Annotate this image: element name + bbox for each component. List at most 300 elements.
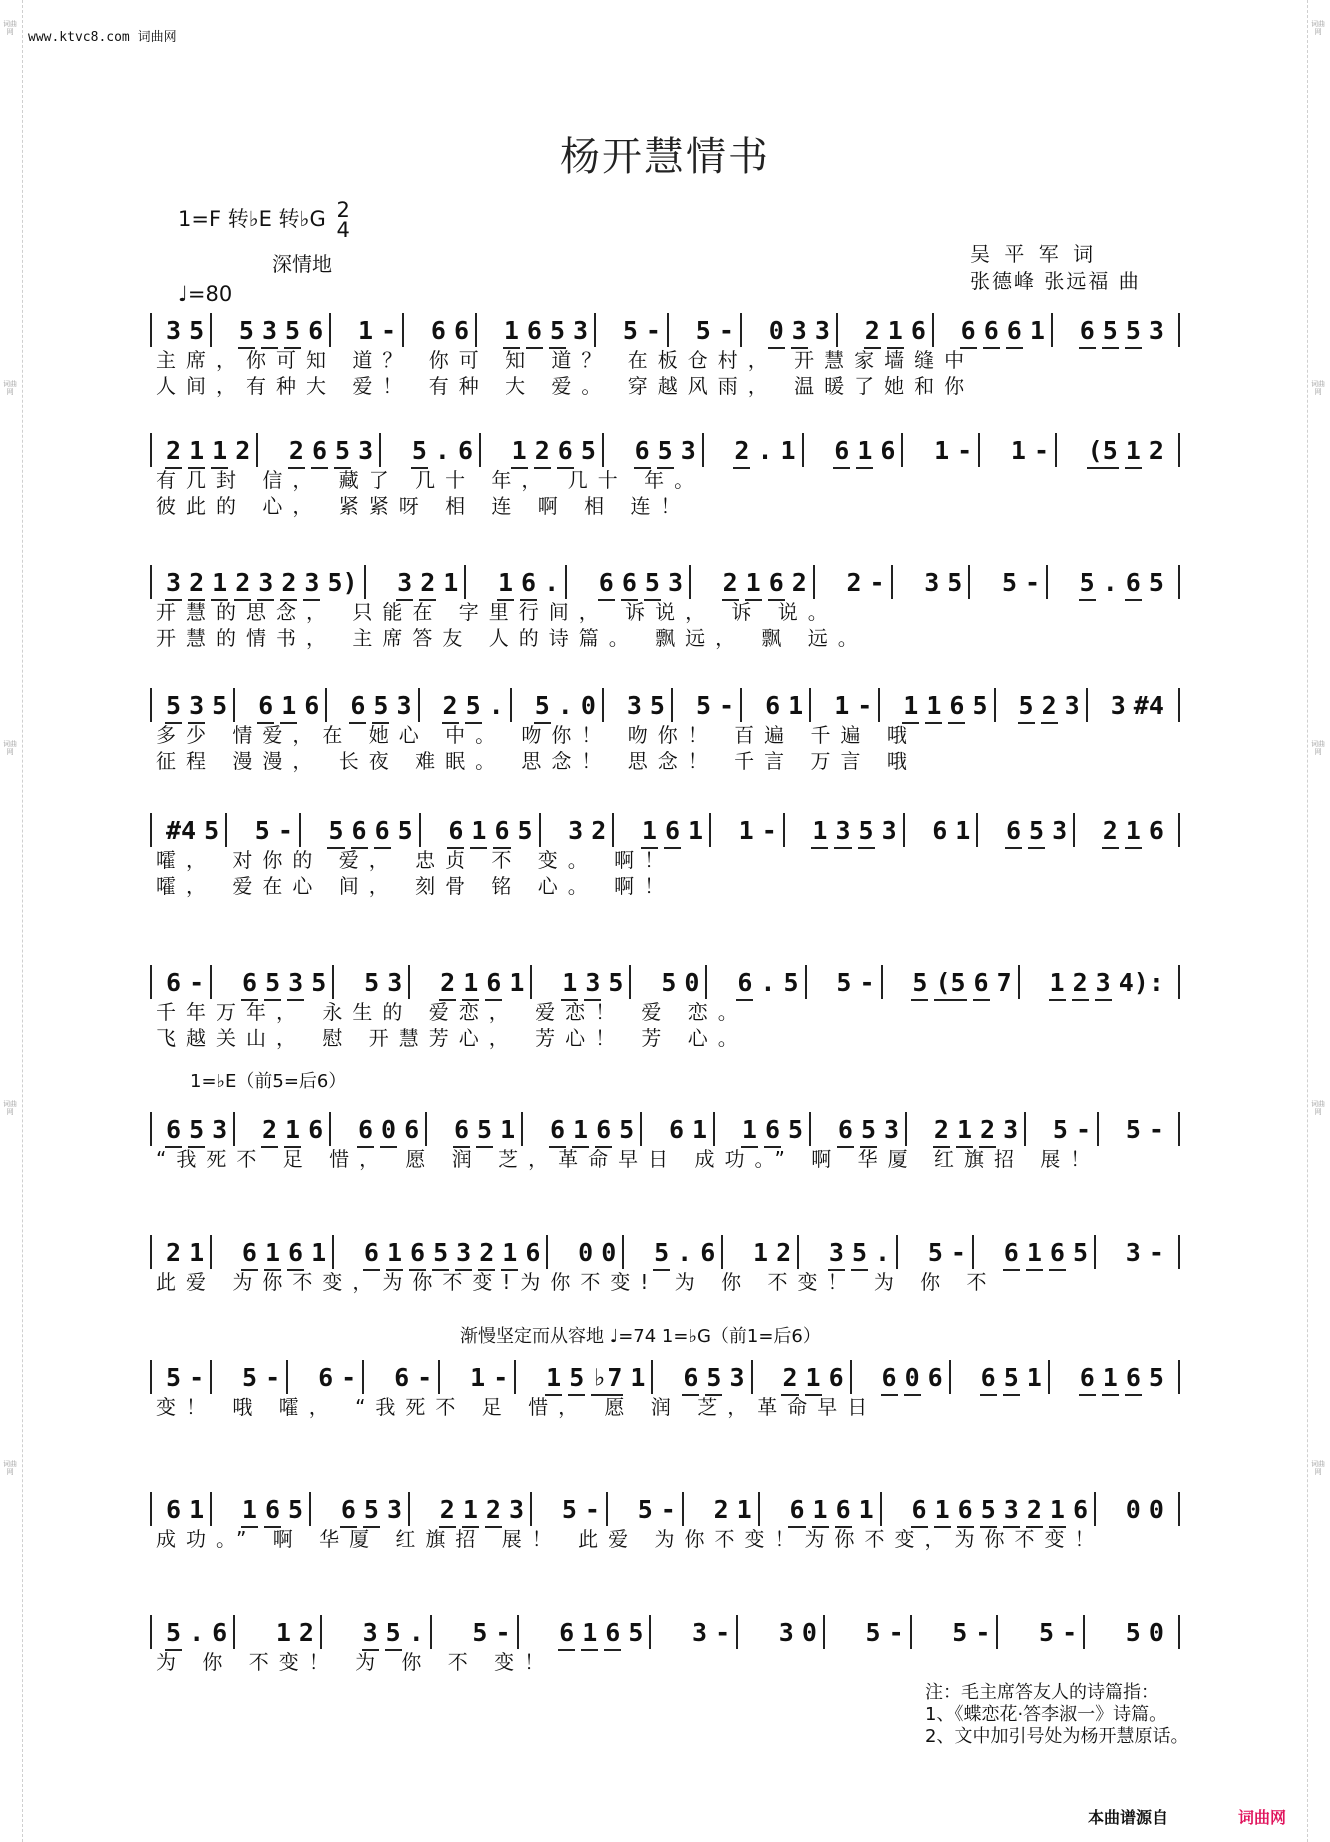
- note: 2: [864, 315, 880, 345]
- note: -: [1025, 567, 1041, 597]
- note: 3: [166, 567, 182, 597]
- note: 5: [1003, 1362, 1019, 1392]
- note: 6: [526, 315, 542, 345]
- note: 5: [836, 967, 852, 997]
- note: 2: [235, 567, 251, 597]
- note: 1: [386, 1237, 403, 1267]
- note: 6: [340, 1494, 356, 1524]
- note: #4: [1133, 690, 1164, 720]
- measure: [773, 1615, 825, 1649]
- note: 5: [212, 690, 228, 720]
- note: 6: [737, 967, 753, 997]
- note: 6: [1125, 1362, 1141, 1392]
- note: 3: [288, 967, 304, 997]
- measure: [1000, 813, 1075, 847]
- composer-credit: 张德峰 张远福 曲: [970, 269, 1141, 293]
- measure: [556, 965, 631, 999]
- measure: [160, 1492, 212, 1526]
- measure: [498, 313, 596, 347]
- note: 5: [980, 1494, 996, 1524]
- note: 6: [835, 1494, 851, 1524]
- note: 1: [812, 815, 828, 845]
- note: 5: [285, 315, 301, 345]
- key-change-label: 1=♭E（前5=后6）: [190, 1071, 347, 1092]
- note: 2: [980, 1114, 996, 1144]
- note: 5: [534, 690, 550, 720]
- note: 1: [471, 815, 487, 845]
- note: 5: [189, 315, 205, 345]
- measure: [391, 565, 466, 599]
- note: 5: [644, 567, 660, 597]
- note: 1: [189, 1237, 205, 1267]
- note: 5: [1148, 1362, 1164, 1392]
- note: 5: [328, 815, 344, 845]
- measure: [1013, 688, 1088, 722]
- lyric-line: 此爱 为你不变，为你不变!为你不变! 为 你 不变！ 为 你 不: [156, 1270, 997, 1294]
- watermark-text: 词曲网: [1311, 380, 1325, 396]
- note: 1: [641, 815, 657, 845]
- note: 6: [1049, 1237, 1065, 1267]
- note: 5: [912, 967, 928, 997]
- measure: [922, 1235, 974, 1269]
- score-row: [150, 313, 1180, 399]
- measure: [636, 813, 711, 847]
- lyric-line: 有几封 信， 藏了 几十 年， 几十 年。: [156, 468, 705, 492]
- note: 5): [327, 567, 358, 597]
- lyric-line: 开慧的思念， 只能在 字里行间， 诉说， 诉 说。: [156, 600, 838, 624]
- right-watermark-strip: [1307, 0, 1330, 1842]
- note: 6: [700, 1237, 716, 1267]
- measure: [160, 813, 227, 847]
- note: -: [341, 1362, 357, 1392]
- measure: [759, 688, 811, 722]
- note: 1: [212, 435, 228, 465]
- note: 3: [568, 815, 584, 845]
- measure: [556, 1492, 608, 1526]
- note: 2: [1072, 967, 1088, 997]
- note: 6: [1005, 815, 1022, 845]
- measure: [747, 1235, 799, 1269]
- note: 1: [212, 567, 228, 597]
- note: 6: [350, 690, 366, 720]
- measure: [270, 1615, 322, 1649]
- measure: [859, 313, 934, 347]
- note: 3: [362, 1617, 378, 1647]
- note: 0: [578, 1237, 594, 1267]
- expression-mark: 深情地: [272, 252, 332, 276]
- note: 6: [453, 315, 470, 345]
- note: 6: [980, 1362, 996, 1392]
- note: 3: [396, 690, 412, 720]
- note: -: [493, 1362, 509, 1392]
- measure: [160, 433, 258, 467]
- measure: [686, 1615, 738, 1649]
- note: 6: [486, 967, 502, 997]
- note: 1: [463, 967, 479, 997]
- note: 1: [1102, 1362, 1118, 1392]
- note: 2: [1148, 435, 1164, 465]
- measure: [1074, 313, 1170, 347]
- notation-line: [150, 313, 1180, 347]
- note: 5: [477, 1114, 493, 1144]
- note: 5: [628, 1617, 644, 1647]
- note: 2: [782, 1362, 798, 1392]
- note: 1: [1125, 435, 1141, 465]
- measure: [160, 1615, 235, 1649]
- measure: [731, 965, 806, 999]
- watermark-text: 词曲网: [3, 380, 17, 396]
- note: 3: [261, 315, 278, 345]
- lyric-line: 多少 情爱，在 她心 中。 吻你！ 吻你！ 百遍 千遍 哦: [156, 723, 917, 747]
- note: 6: [768, 567, 784, 597]
- note: 5: [654, 1237, 670, 1267]
- measure: [335, 1492, 410, 1526]
- note: 6: [1006, 315, 1022, 345]
- note: 1: [1029, 315, 1045, 345]
- note: 1: [903, 690, 919, 720]
- measure: [434, 965, 532, 999]
- note: 1: [926, 690, 942, 720]
- note: 6: [557, 435, 573, 465]
- measure: [828, 688, 880, 722]
- note: 1: [788, 690, 804, 720]
- note: 3: [778, 1617, 794, 1647]
- measure: [236, 1360, 288, 1394]
- note: 5: [783, 967, 799, 997]
- note: 3: [585, 967, 601, 997]
- note: 1: [956, 1114, 972, 1144]
- note: 6: [521, 567, 537, 597]
- measure: [1033, 1615, 1085, 1649]
- note: 5: [166, 1617, 182, 1647]
- measure: [1047, 1112, 1099, 1146]
- measure: [160, 565, 366, 599]
- note: 2: [776, 1237, 792, 1267]
- note: 3: [387, 967, 403, 997]
- note: 5: [569, 1362, 585, 1392]
- note: 5: [1125, 1617, 1141, 1647]
- note: 5: [619, 1114, 635, 1144]
- measure: [540, 1360, 653, 1394]
- note: 3: [386, 1494, 403, 1524]
- note: 5: [661, 967, 677, 997]
- note: 5: [858, 815, 874, 845]
- note: .: [757, 435, 773, 465]
- brand-link[interactable]: 词曲网: [1238, 1808, 1287, 1827]
- note: 6: [288, 1237, 304, 1267]
- measure: [860, 1615, 912, 1649]
- measure: [358, 965, 410, 999]
- watermark-text: 词曲网: [3, 1100, 17, 1116]
- measure: [828, 433, 903, 467]
- note: 1: [546, 1362, 562, 1392]
- note: 2: [791, 567, 807, 597]
- note: -: [417, 1362, 433, 1392]
- note: .: [544, 567, 560, 597]
- measure: [1120, 1615, 1170, 1649]
- measure: [1105, 688, 1170, 722]
- notation-line: [150, 1492, 1180, 1526]
- measure: [1097, 813, 1170, 847]
- note: 3: [1148, 315, 1164, 345]
- note: 1: [955, 815, 971, 845]
- measure: [906, 1492, 1097, 1526]
- note: 2: [166, 435, 182, 465]
- note: 6: [1079, 315, 1095, 345]
- measure: [1120, 1492, 1170, 1526]
- watermark-text: 词曲网: [3, 1460, 17, 1476]
- notation-line: [150, 1615, 1180, 1649]
- note: 1: [780, 435, 796, 465]
- note: 6: [457, 435, 473, 465]
- lyric-line: 千年万年， 永生的 爱恋， 爱恋！ 爱 恋。: [156, 1000, 748, 1024]
- note: 5: [335, 435, 351, 465]
- note: 6: [404, 1114, 420, 1144]
- note: 3: [729, 1362, 745, 1392]
- note: 1: [502, 1237, 518, 1267]
- note: 1: [1026, 1237, 1042, 1267]
- note: 3: [1003, 1114, 1019, 1144]
- note: -: [645, 315, 661, 345]
- note: 5: [1102, 315, 1118, 345]
- note: 3: [692, 1617, 708, 1647]
- note: 3: [667, 567, 683, 597]
- measure: [955, 313, 1053, 347]
- note: 5: [397, 815, 413, 845]
- note: -: [719, 690, 735, 720]
- score-row: [150, 1235, 1180, 1295]
- watermark-text: 词曲网: [1311, 1100, 1325, 1116]
- note: 6: [304, 690, 320, 720]
- note: 5: [549, 315, 565, 345]
- note: 5: [788, 1114, 804, 1144]
- note: 1: [805, 1362, 821, 1392]
- measure: [466, 1615, 518, 1649]
- measure: [442, 813, 540, 847]
- measure: [236, 1235, 334, 1269]
- time-signature: [336, 200, 349, 240]
- note: -: [1148, 1237, 1164, 1267]
- footnote-1: 1、《蝶恋花·答李淑一》诗篇。: [925, 1704, 1168, 1725]
- note: 6: [357, 1114, 374, 1144]
- note: -: [950, 1237, 966, 1267]
- note: 6: [494, 815, 510, 845]
- note: 5: [561, 1494, 577, 1524]
- note: 6: [525, 1237, 541, 1267]
- note: 5: [580, 435, 596, 465]
- note: 5: [622, 315, 638, 345]
- note: 6: [374, 815, 390, 845]
- note: -: [761, 815, 777, 845]
- note: 1: [281, 690, 297, 720]
- note: ♭7: [592, 1362, 623, 1392]
- note: -: [859, 967, 875, 997]
- note: 5: [189, 1114, 205, 1144]
- note: 6: [318, 1362, 334, 1392]
- note: 3: [814, 315, 830, 345]
- note: 5: [433, 1237, 449, 1267]
- note: 6: [1125, 567, 1141, 597]
- note: 5: [1029, 815, 1045, 845]
- measure: [677, 1360, 752, 1394]
- note: 3: [1125, 1237, 1141, 1267]
- notation-line: [150, 965, 1180, 999]
- measure: [823, 1235, 898, 1269]
- time-denominator: 4: [336, 218, 350, 242]
- note: 2: [1026, 1494, 1042, 1524]
- note: 6: [212, 1617, 228, 1647]
- measure: [506, 433, 604, 467]
- note: 1: [311, 1237, 327, 1267]
- measure: [998, 1235, 1096, 1269]
- note: 1: [934, 1494, 950, 1524]
- measure: [553, 1615, 651, 1649]
- measure: [236, 1492, 311, 1526]
- note: 6: [605, 1617, 621, 1647]
- note: 2: [485, 1494, 501, 1524]
- note: 3: [166, 315, 182, 345]
- note: 5: [1039, 1617, 1055, 1647]
- tempo-change-label: 渐慢坚定而从容地 ♩=74 1=♭G（前1=后6）: [460, 1326, 821, 1347]
- note: 5: [288, 1494, 304, 1524]
- note: 6: [308, 315, 324, 345]
- note: 2: [479, 1237, 495, 1267]
- note: 1: [741, 1114, 757, 1144]
- measure: [448, 1112, 523, 1146]
- note: -: [1075, 1114, 1092, 1144]
- measure: [344, 688, 419, 722]
- note: -: [957, 435, 973, 465]
- measure: [763, 313, 838, 347]
- note: 6: [166, 1114, 182, 1144]
- note: 3: [358, 435, 374, 465]
- note: 6: [664, 815, 681, 845]
- measure: [425, 313, 477, 347]
- note: 1: [1010, 435, 1026, 465]
- note: 5: [311, 967, 327, 997]
- note: 3: [881, 815, 897, 845]
- measure: [906, 965, 1019, 999]
- note: .: [875, 1237, 891, 1267]
- note: 5: [204, 815, 220, 845]
- note: 6: [621, 567, 637, 597]
- note: 1: [573, 1114, 589, 1144]
- note: 2: [281, 567, 297, 597]
- page-title: 杨开慧情书: [560, 134, 770, 180]
- note: #4: [166, 815, 197, 845]
- measure: [876, 1360, 951, 1394]
- measure: [352, 1112, 427, 1146]
- note: -: [888, 1617, 904, 1647]
- measure: [690, 688, 742, 722]
- note: 6: [453, 1114, 470, 1144]
- note: 1: [241, 1494, 257, 1524]
- note: 5: [363, 1494, 379, 1524]
- score-row: [150, 1492, 1180, 1552]
- watermark-text: 词曲网: [1311, 20, 1325, 36]
- note: 6: [363, 1237, 379, 1267]
- note: 3: [189, 690, 205, 720]
- note: 6: [430, 315, 446, 345]
- note: 1: [500, 1114, 516, 1144]
- note: 2: [933, 1114, 949, 1144]
- note: 6: [668, 1114, 685, 1144]
- notation-line: [150, 1112, 1180, 1146]
- measure: [648, 1235, 723, 1269]
- note: 6: [910, 315, 926, 345]
- note: 6: [1003, 1237, 1019, 1267]
- note: 1: [582, 1617, 598, 1647]
- note: 2: [166, 1237, 182, 1267]
- measure: [928, 433, 980, 467]
- note: .: [434, 435, 450, 465]
- measure: [897, 688, 995, 722]
- score-row: [150, 965, 1180, 1051]
- note: 6: [394, 1362, 410, 1392]
- note: 6: [789, 1494, 805, 1524]
- note: 6: [960, 315, 976, 345]
- site-url[interactable]: www.ktvc8.com 词曲网: [28, 30, 177, 45]
- note: 6: [410, 1237, 426, 1267]
- footnote-title: 注：毛主席答友人的诗篇指：: [925, 1682, 1159, 1703]
- note: 5: [706, 1362, 722, 1392]
- key-signature: [178, 200, 350, 240]
- measure: [572, 1235, 624, 1269]
- note: 3: [258, 567, 274, 597]
- note: .: [408, 1617, 424, 1647]
- left-watermark-strip: [0, 0, 23, 1842]
- measure: [544, 1112, 642, 1146]
- note: 5: [695, 315, 711, 345]
- note: 0: [801, 1617, 817, 1647]
- note: 3: [828, 1237, 844, 1267]
- note: 6: [596, 1114, 612, 1144]
- note: 1: [688, 815, 704, 845]
- measure: [717, 565, 815, 599]
- note: -: [584, 1494, 600, 1524]
- note: 5: [1079, 567, 1095, 597]
- lyric-line: 成功。” 啊 华厦 红旗招 展！ 此爱 为你不变！为你不变，为你不变！: [156, 1527, 1105, 1551]
- note: -: [1062, 1617, 1078, 1647]
- measure: [160, 1112, 235, 1146]
- note: 2: [534, 435, 550, 465]
- measure: [406, 433, 481, 467]
- note: 5: [1052, 1114, 1068, 1144]
- note: 0: [1148, 1617, 1164, 1647]
- note: 5: [254, 815, 270, 845]
- measure: [252, 688, 327, 722]
- watermark-text: 词曲网: [1311, 740, 1325, 756]
- note: 6: [241, 1237, 257, 1267]
- note: 1: [834, 690, 850, 720]
- note: 1: [630, 1362, 646, 1392]
- note: (5: [935, 967, 966, 997]
- measure: [562, 813, 614, 847]
- watermark-text: 词曲网: [3, 20, 17, 36]
- measure: [529, 688, 604, 722]
- lyric-line: 嚯， 爱在心 间， 刻骨 铭 心。 啊！: [156, 874, 675, 898]
- measure: [464, 1360, 516, 1394]
- note: 5: [364, 967, 380, 997]
- note: .: [557, 690, 573, 720]
- note: 3: [304, 567, 320, 597]
- measure: [926, 813, 978, 847]
- note: 1: [511, 435, 527, 465]
- note: 1: [857, 435, 873, 465]
- note: 6: [448, 815, 464, 845]
- note: 1: [503, 315, 519, 345]
- note: .: [760, 967, 776, 997]
